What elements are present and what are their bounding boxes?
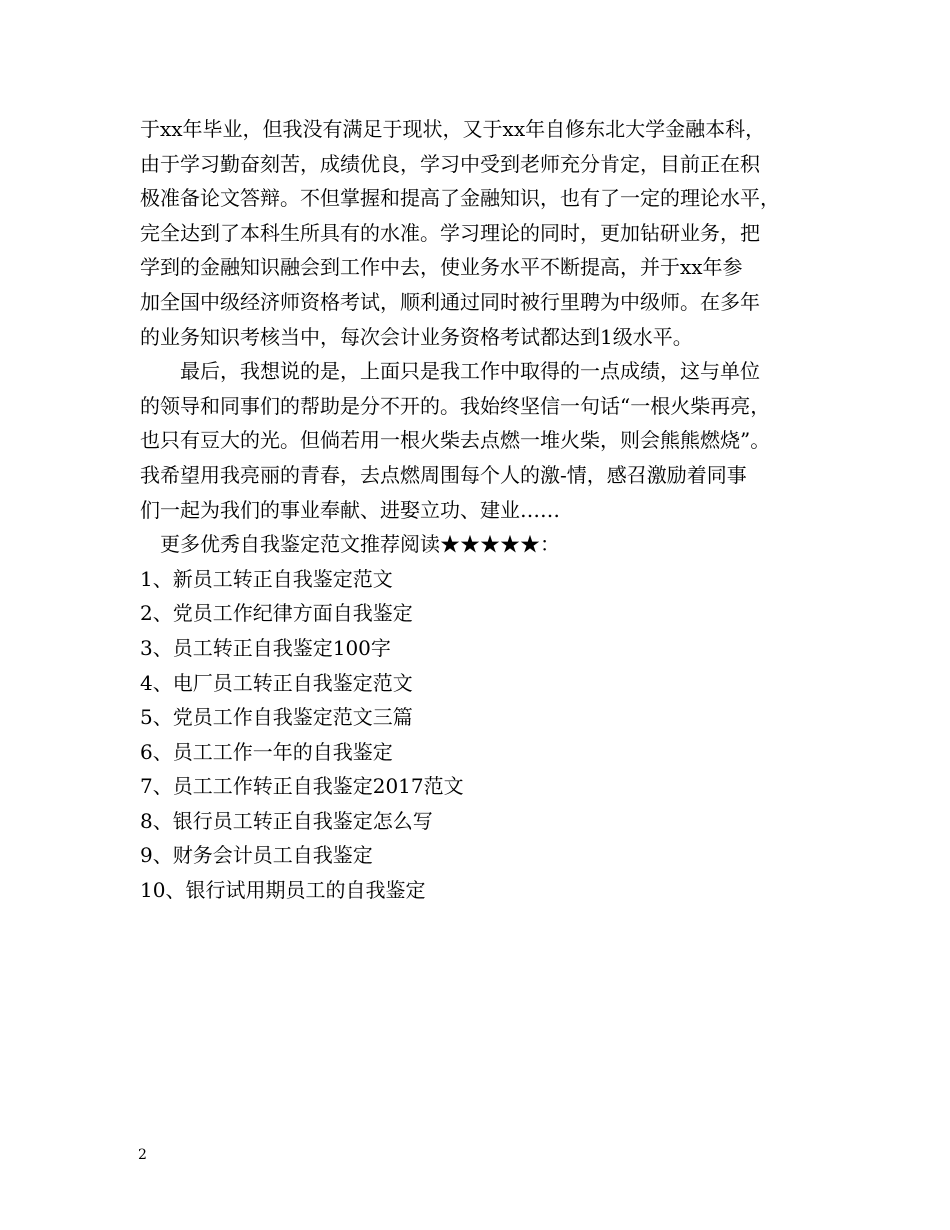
recommend-link[interactable]: 5、党员工作自我鉴定范文三篇 (140, 705, 413, 730)
recommend-heading: 更多优秀自我鉴定范文推荐阅读★★★★★： (160, 532, 560, 557)
paragraph-line: 完全达到了本科生所具有的水准。学习理论的同时，更加钻研业务，把 (140, 220, 760, 245)
recommend-link[interactable]: 8、银行员工转正自我鉴定怎么写 (140, 808, 433, 833)
recommend-link[interactable]: 2、党员工作纪律方面自我鉴定 (140, 601, 413, 626)
paragraph-line: 学到的金融知识融会到工作中去，使业务水平不断提高，并于xx年参 (140, 255, 743, 280)
paragraph-line: 我希望用我亮丽的青春，去点燃周围每个人的激-情，感召激励着同事 (140, 462, 747, 487)
paragraph-conclusion (140, 354, 830, 527)
recommend-list (140, 562, 830, 908)
paragraph-line: 也只有豆大的光。但倘若用一根火柴去点燃一堆火柴，则会熊熊燃烧”。 (140, 428, 771, 453)
recommend-link[interactable]: 1、新员工转正自我鉴定范文 (140, 566, 393, 591)
paragraph-line: 的业务知识考核当中，每次会计业务资格考试都达到1级水平。 (140, 324, 693, 349)
paragraph-line: 加全国中级经济师资格考试，顺利通过同时被行里聘为中级师。在多年 (140, 289, 760, 314)
paragraph-line: 由于学习勤奋刻苦，成绩优良，学习中受到老师充分肯定，目前正在积 (140, 151, 760, 176)
paragraph-education (140, 112, 830, 354)
paragraph-line: 的领导和同事们的帮助是分不开的。我始终坚信一句话“一根火柴再亮， (140, 393, 771, 418)
paragraph-line: 最后，我想说的是，上面只是我工作中取得的一点成绩，这与单位 (180, 359, 760, 384)
paragraph-line: 们一起为我们的事业奉献、进娶立功、建业…… (140, 497, 560, 522)
recommend-link[interactable]: 6、员工工作一年的自我鉴定 (140, 739, 393, 764)
recommend-link[interactable]: 7、员工工作转正自我鉴定2017范文 (140, 774, 464, 799)
recommend-link[interactable]: 4、电厂员工转正自我鉴定范文 (140, 670, 413, 695)
recommend-link[interactable]: 9、财务会计员工自我鉴定 (140, 843, 373, 868)
paragraph-line: 于xx年毕业，但我没有满足于现状，又于xx年自修东北大学金融本科， (140, 117, 766, 141)
recommend-link[interactable]: 3、员工转正自我鉴定100字 (140, 635, 391, 660)
paragraph-line: 极准备论文答辩。不但掌握和提高了金融知识，也有了一定的理论水平， (140, 186, 780, 211)
document-body (140, 112, 830, 908)
recommend-link[interactable]: 10、银行试用期员工的自我鉴定 (140, 878, 426, 903)
page-number: 2 (138, 1147, 147, 1163)
